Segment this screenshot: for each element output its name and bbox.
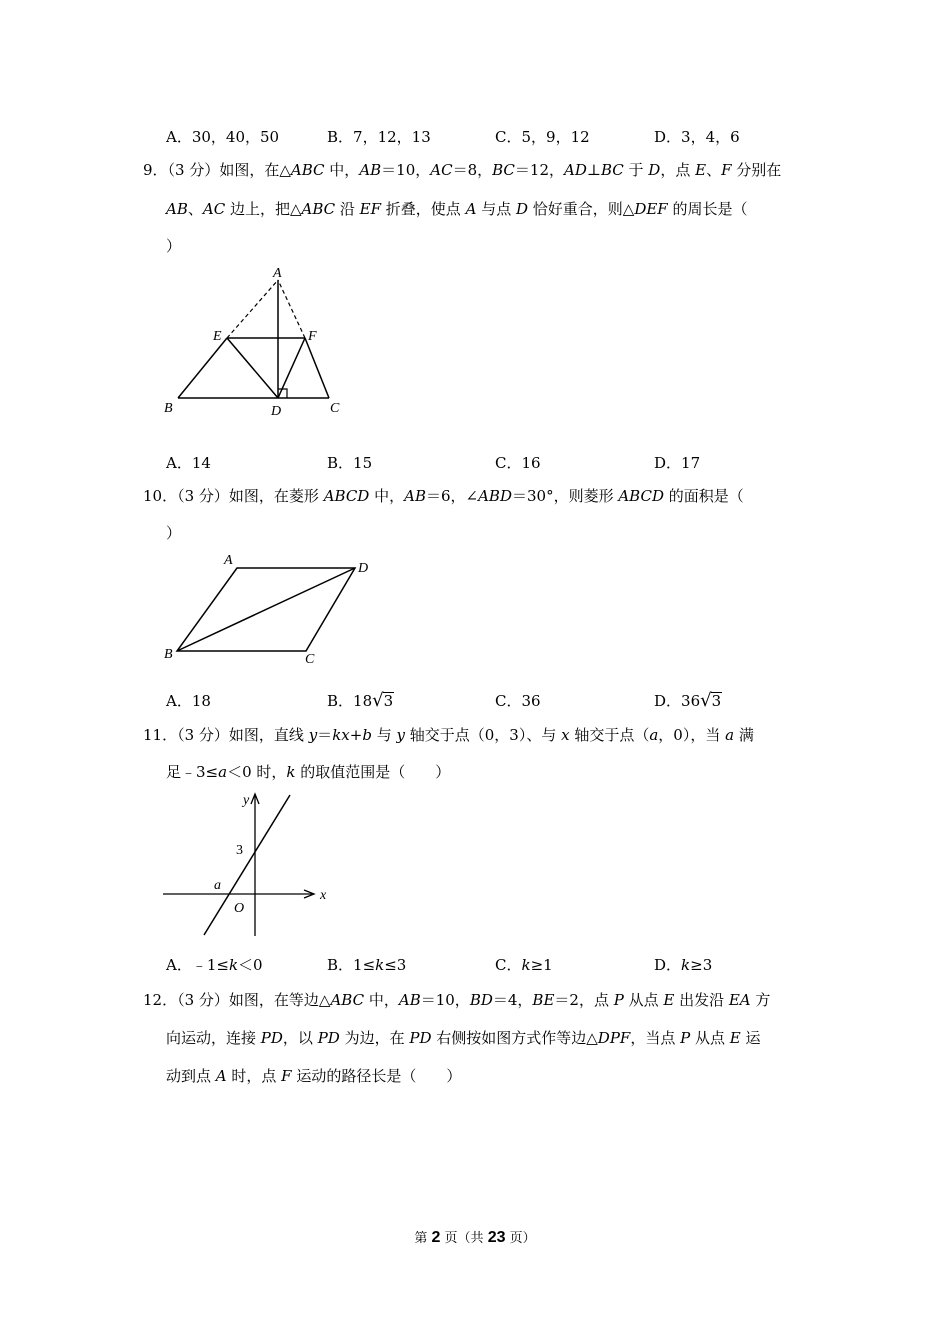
q9-option-b: B．15 [327, 454, 373, 472]
label-a: A [224, 553, 233, 568]
q12-line-2: 向运动，连接 PD，以 PD 为边，在 PD 右侧按如图方式作等边△DPF，当点 P 从点 E 运 [166, 1029, 761, 1047]
q8-option-b: B．7，12，13 [327, 128, 431, 146]
q10-figure-rhombus [160, 550, 380, 670]
q11-option-d: D．k≥3 [654, 956, 713, 974]
q11-line-2: 足﹣3≤a＜0 时，k 的取值范围是（ ） [166, 763, 451, 781]
q11-option-b: B．1≤k≤3 [327, 956, 407, 974]
label-c: C [305, 652, 315, 667]
q12-line-1: 12．（3 分）如图，在等边△ABC 中，AB＝10，BD＝4，BE＝2，点 P 从点 E 出发沿 EA 方 [143, 991, 771, 1009]
q10-option-c: C．36 [495, 692, 541, 710]
label-d: D [358, 561, 369, 576]
q9-figure-triangle [160, 260, 360, 425]
q10-option-d: D．36√3 [654, 690, 722, 711]
q11-figure-graph [160, 788, 340, 938]
q10-option-b: B．18√3 [327, 690, 394, 711]
q10-line-2: ） [166, 524, 182, 542]
q9-option-a: A．14 [166, 454, 211, 472]
label-3: 3 [236, 843, 243, 858]
label-o: O [234, 901, 245, 916]
label-a: A [273, 266, 282, 281]
q8-option-d: D．3，4，6 [654, 128, 740, 146]
q11-option-a: A．﹣1≤k＜0 [166, 956, 263, 974]
label-b: B [164, 401, 173, 416]
label-e: E [213, 329, 222, 344]
label-c: C [330, 401, 340, 416]
q9-option-d: D．17 [654, 454, 701, 472]
q10-option-a: A．18 [166, 692, 211, 710]
q10-line-1: 10．（3 分）如图，在菱形 ABCD 中，AB＝6，∠ABD＝30°，则菱形 ABCD 的面积是（ [143, 487, 744, 505]
q8-option-a: A．30，40，50 [166, 128, 280, 146]
q9-line-1: 9．（3 分）如图，在△ABC 中，AB＝10，AC＝8，BC＝12，AD⊥BC 于 D，点 E、F 分别在 [143, 161, 782, 179]
q11-option-c: C．k≥1 [495, 956, 553, 974]
q12-line-3: 动到点 A 时，点 F 运动的路径长是（ ） [166, 1067, 462, 1085]
q9-line-3: ） [166, 237, 182, 255]
label-x: x [320, 888, 327, 903]
label-a: a [214, 878, 221, 893]
label-b: B [164, 647, 173, 662]
page-footer: 第 2 页（共 23 页） [414, 1229, 536, 1246]
label-y: y [243, 793, 250, 808]
q9-line-2: AB、AC 边上，把△ABC 沿 EF 折叠，使点 A 与点 D 恰好重合，则△DEF 的周长是（ [166, 200, 748, 218]
q9-option-c: C．16 [495, 454, 541, 472]
label-f: F [308, 329, 317, 344]
q11-line-1: 11．（3 分）如图，直线 y＝kx+b 与 y 轴交于点（0，3）、与 x 轴交于点（a，0），当 a 满 [143, 726, 754, 744]
q8-option-c: C．5，9，12 [495, 128, 590, 146]
label-d: D [271, 404, 282, 419]
